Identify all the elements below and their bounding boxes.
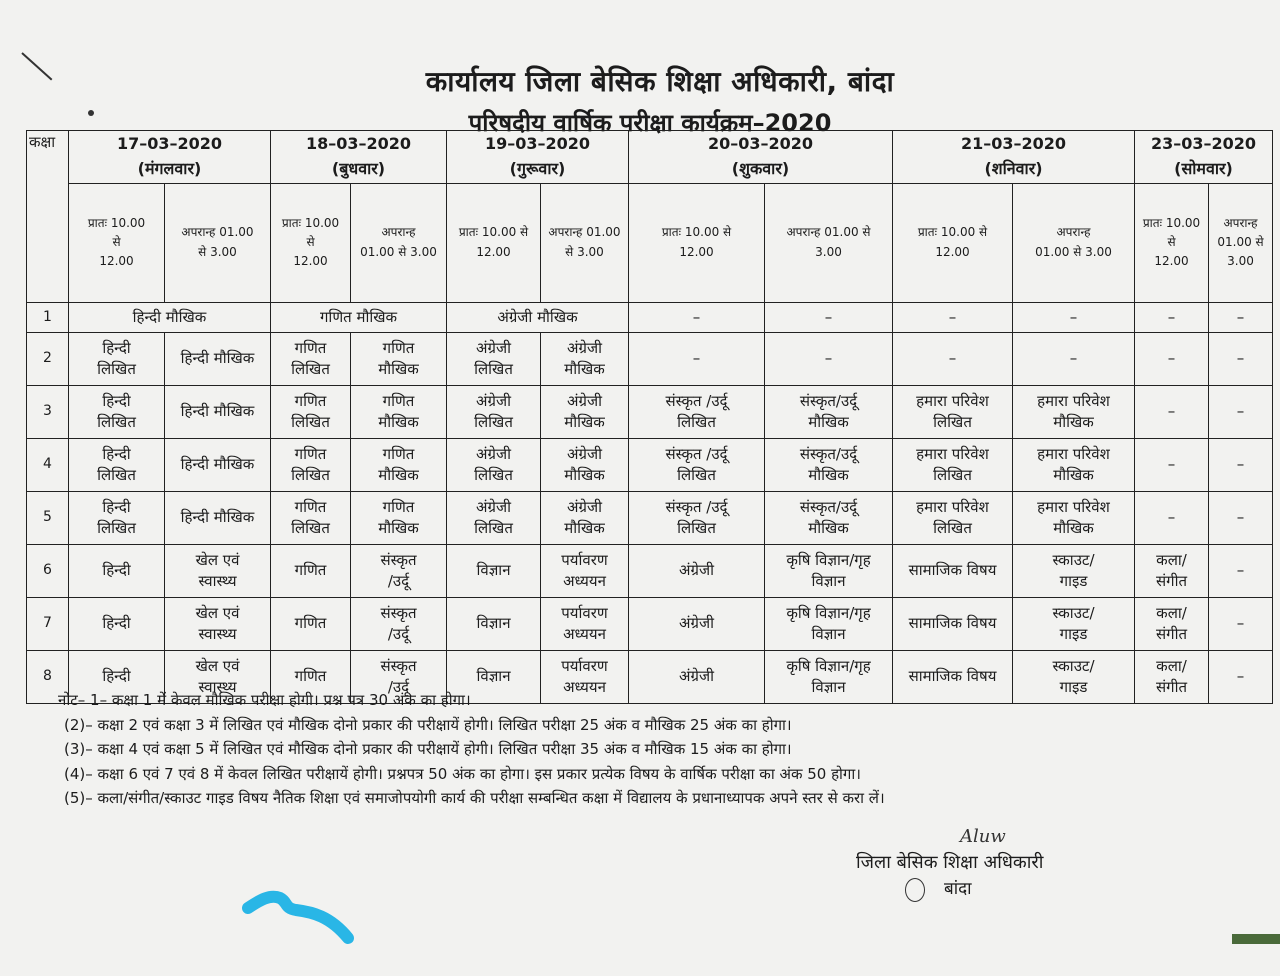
seal-mark-icon xyxy=(905,878,925,902)
date-header: 20–03–2020 (शुकवार) xyxy=(629,131,893,184)
table-row-class-7 xyxy=(27,597,1273,650)
background-edge xyxy=(1232,934,1280,944)
subject-cell: संस्कृत/उर्दू मौखिक xyxy=(765,385,893,438)
subject-cell: अंग्रेजी लिखित xyxy=(447,385,541,438)
subject-cell: – xyxy=(1209,385,1273,438)
table-row-class-5 xyxy=(27,491,1273,544)
subject-cell: – xyxy=(1135,302,1209,332)
subject-cell: विज्ञान xyxy=(447,597,541,650)
notes-section xyxy=(58,688,1220,811)
subject-cell: – xyxy=(1209,544,1273,597)
subject-cell: – xyxy=(765,302,893,332)
subject-cell: हिन्दी मौखिक xyxy=(165,385,271,438)
class-column-header: कक्षा xyxy=(27,131,69,303)
note-line: नोट– 1– कक्षा 1 में केवल मौखिक परीक्षा होगी। प्रश्न पत्र 30 अंक का होगा। xyxy=(58,691,471,709)
class-number: 5 xyxy=(27,491,69,544)
date-header-row xyxy=(27,131,1273,184)
subject-cell: सामाजिक विषय xyxy=(893,544,1013,597)
subject-cell: अंग्रेजी लिखित xyxy=(447,438,541,491)
subject-cell: संस्कृत/उर्दू मौखिक xyxy=(765,491,893,544)
subject-cell: – xyxy=(1013,332,1135,385)
note-line: (2)– कक्षा 2 एवं कक्षा 3 में लिखित एवं मौखिक दोनो प्रकार की परीक्षायें होगी। लिखित परीक्षा 25 अंक व मौखिक 25 अंक का होगा। xyxy=(64,715,792,734)
date-header: 19–03–2020 (गुरूवार) xyxy=(447,131,629,184)
class-number: 3 xyxy=(27,385,69,438)
subject-cell: अंग्रेजी xyxy=(629,544,765,597)
subject-cell: अंग्रेजी लिखित xyxy=(447,332,541,385)
subject-cell: अंग्रेजी मौखिक xyxy=(447,302,629,332)
class-number: 6 xyxy=(27,544,69,597)
subject-cell: – xyxy=(1135,438,1209,491)
class-number: 8 xyxy=(27,650,69,703)
subject-cell: संस्कृत/उर्दू मौखिक xyxy=(765,438,893,491)
table-row-class-1 xyxy=(27,302,1273,332)
subject-cell: हमारा परिवेश लिखित xyxy=(893,385,1013,438)
afternoon-slot: अपरान्ह 01.00 से 3.00 xyxy=(1209,183,1273,302)
subject-cell: पर्यावरण अध्ययन xyxy=(541,544,629,597)
subject-cell: – xyxy=(893,332,1013,385)
subject-cell: हिन्दी लिखित xyxy=(69,332,165,385)
subject-cell: गणित xyxy=(271,597,351,650)
table-row-class-2 xyxy=(27,332,1273,385)
class-number: 2 xyxy=(27,332,69,385)
subject-cell: – xyxy=(1209,597,1273,650)
subject-cell: अंग्रेजी मौखिक xyxy=(541,438,629,491)
subject-cell: सामाजिक विषय xyxy=(893,650,1013,703)
subject-cell: हिन्दी लिखित xyxy=(69,491,165,544)
subject-cell: विज्ञान xyxy=(447,650,541,703)
subject-cell: खेल एवं स्वास्थ्य xyxy=(165,650,271,703)
subject-cell: कृषि विज्ञान/गृह विज्ञान xyxy=(765,650,893,703)
subject-cell: हिन्दी मौखिक xyxy=(69,302,271,332)
subject-cell: – xyxy=(1209,650,1273,703)
afternoon-slot: अपरान्ह 01.00 से 3.00 xyxy=(351,183,447,302)
subject-cell: विज्ञान xyxy=(447,544,541,597)
subject-cell: – xyxy=(629,332,765,385)
subject-cell: स्काउट/ गाइड xyxy=(1013,544,1135,597)
table-row-class-3 xyxy=(27,385,1273,438)
subject-cell: – xyxy=(1135,332,1209,385)
subject-cell: कला/ संगीत xyxy=(1135,650,1209,703)
subject-cell: गणित लिखित xyxy=(271,491,351,544)
time-slot-row xyxy=(27,183,1273,302)
subject-cell: – xyxy=(765,332,893,385)
table-row-class-4 xyxy=(27,438,1273,491)
schedule-body xyxy=(27,332,1273,703)
subject-cell: अंग्रेजी xyxy=(629,650,765,703)
officer-signature: Aluw xyxy=(960,826,1006,847)
subject-cell: – xyxy=(1135,385,1209,438)
subject-cell: हिन्दी लिखित xyxy=(69,438,165,491)
class-number: 1 xyxy=(27,302,69,332)
subject-cell: हिन्दी xyxy=(69,544,165,597)
exam-schedule-title: परिषदीय वार्षिक परीक्षा कार्यक्रम–2020 xyxy=(468,109,832,137)
subject-cell: गणित मौखिक xyxy=(271,302,447,332)
subject-cell: कला/ संगीत xyxy=(1135,597,1209,650)
morning-slot: प्रातः 10.00 से 12.00 xyxy=(893,183,1013,302)
subject-cell: – xyxy=(1209,438,1273,491)
afternoon-slot: अपरान्ह 01.00 से 3.00 xyxy=(165,183,271,302)
date-header: 17–03–2020 (मंगलवार) xyxy=(69,131,271,184)
afternoon-slot: अपरान्ह 01.00 से 3.00 xyxy=(1013,183,1135,302)
morning-slot: प्रातः 10.00 से 12.00 xyxy=(271,183,351,302)
subject-cell: खेल एवं स्वास्थ्य xyxy=(165,597,271,650)
subject-cell: हिन्दी मौखिक xyxy=(165,332,271,385)
subject-cell: संस्कृत /उर्दू xyxy=(351,544,447,597)
subject-cell: – xyxy=(1209,491,1273,544)
subject-cell: अंग्रेजी xyxy=(629,597,765,650)
subject-cell: संस्कृत /उर्दू xyxy=(351,650,447,703)
subject-cell: गणित लिखित xyxy=(271,438,351,491)
subject-cell: कृषि विज्ञान/गृह विज्ञान xyxy=(765,544,893,597)
subject-cell: संस्कृत /उर्दू xyxy=(351,597,447,650)
subject-cell: स्काउट/ गाइड xyxy=(1013,650,1135,703)
subject-cell: पर्यावरण अध्ययन xyxy=(541,597,629,650)
note-line: (4)– कक्षा 6 एवं 7 एवं 8 में केवल लिखित परीक्षायें होगी। प्रश्नपत्र 50 अंक का होगा। इस प्रकार प्रत्येक विषय के वार्षिक परीक्षा का अंक 50 होगा। xyxy=(64,764,861,783)
subject-cell: कला/ संगीत xyxy=(1135,544,1209,597)
officer-designation: जिला बेसिक शिक्षा अधिकारी xyxy=(856,852,1044,873)
subject-cell: हिन्दी मौखिक xyxy=(165,491,271,544)
subject-cell: गणित लिखित xyxy=(271,385,351,438)
office-title: कार्यालय जिला बेसिक शिक्षा अधिकारी, बांदा xyxy=(425,65,895,98)
subject-cell: सामाजिक विषय xyxy=(893,597,1013,650)
subject-cell: – xyxy=(1209,302,1273,332)
subject-cell: गणित मौखिक xyxy=(351,332,447,385)
subject-cell: संस्कृत /उर्दू लिखित xyxy=(629,385,765,438)
table-row-class-6 xyxy=(27,544,1273,597)
date-header: 23–03–2020 (सोमवार) xyxy=(1135,131,1273,184)
note-line: (5)– कला/संगीत/स्काउट गाइड विषय नैतिक शिक्षा एवं समाजोपयोगी कार्य की परीक्षा सम्बन्धित कक्षा में विद्यालय के प्रधानाध्यापक अपने स्तर से करा लें। xyxy=(64,789,885,807)
subject-cell: हमारा परिवेश लिखित xyxy=(893,438,1013,491)
subject-cell: संस्कृत /उर्दू लिखित xyxy=(629,438,765,491)
afternoon-slot: अपरान्ह 01.00 से 3.00 xyxy=(765,183,893,302)
subject-cell: – xyxy=(1013,302,1135,332)
subject-cell: हिन्दी लिखित xyxy=(69,385,165,438)
morning-slot: प्रातः 10.00 से 12.00 xyxy=(1135,183,1209,302)
date-header: 21–03–2020 (शनिवार) xyxy=(893,131,1135,184)
subject-cell: गणित मौखिक xyxy=(351,438,447,491)
subject-cell: गणित xyxy=(271,544,351,597)
subject-cell: स्काउट/ गाइड xyxy=(1013,597,1135,650)
subject-cell: अंग्रेजी मौखिक xyxy=(541,385,629,438)
class-number: 7 xyxy=(27,597,69,650)
subject-cell: गणित xyxy=(271,650,351,703)
subject-cell: – xyxy=(893,302,1013,332)
subject-cell: हमारा परिवेश मौखिक xyxy=(1013,438,1135,491)
subject-cell: हमारा परिवेश मौखिक xyxy=(1013,385,1135,438)
highlighter-squiggle xyxy=(240,880,360,950)
subject-cell: हिन्दी मौखिक xyxy=(165,438,271,491)
subject-cell: – xyxy=(629,302,765,332)
subject-cell: – xyxy=(1135,491,1209,544)
date-header: 18–03–2020 (बुधवार) xyxy=(271,131,447,184)
morning-slot: प्रातः 10.00 से 12.00 xyxy=(447,183,541,302)
subject-cell: अंग्रेजी मौखिक xyxy=(541,491,629,544)
subject-cell: अंग्रेजी मौखिक xyxy=(541,332,629,385)
exam-schedule-table xyxy=(26,130,1273,704)
subject-cell: गणित मौखिक xyxy=(351,385,447,438)
morning-slot: प्रातः 10.00 से 12.00 xyxy=(629,183,765,302)
subject-cell: हिन्दी xyxy=(69,650,165,703)
subject-cell: कृषि विज्ञान/गृह विज्ञान xyxy=(765,597,893,650)
subject-cell: हमारा परिवेश लिखित xyxy=(893,491,1013,544)
officer-place: बांदा xyxy=(944,879,972,899)
subject-cell: – xyxy=(1209,332,1273,385)
subject-cell: संस्कृत /उर्दू लिखित xyxy=(629,491,765,544)
morning-slot: प्रातः 10.00 से 12.00 xyxy=(69,183,165,302)
subject-cell: अंग्रेजी लिखित xyxy=(447,491,541,544)
subject-cell: हिन्दी xyxy=(69,597,165,650)
subject-cell: गणित मौखिक xyxy=(351,491,447,544)
subject-cell: गणित लिखित xyxy=(271,332,351,385)
subject-cell: पर्यावरण अध्ययन xyxy=(541,650,629,703)
subject-cell: खेल एवं स्वास्थ्य xyxy=(165,544,271,597)
afternoon-slot: अपरान्ह 01.00 से 3.00 xyxy=(541,183,629,302)
subject-cell: हमारा परिवेश मौखिक xyxy=(1013,491,1135,544)
note-line: (3)– कक्षा 4 एवं कक्षा 5 में लिखित एवं मौखिक दोनो प्रकार की परीक्षायें होगी। लिखित परीक्षा 35 अंक व मौखिक 15 अंक का होगा। xyxy=(64,740,792,758)
class-number: 4 xyxy=(27,438,69,491)
